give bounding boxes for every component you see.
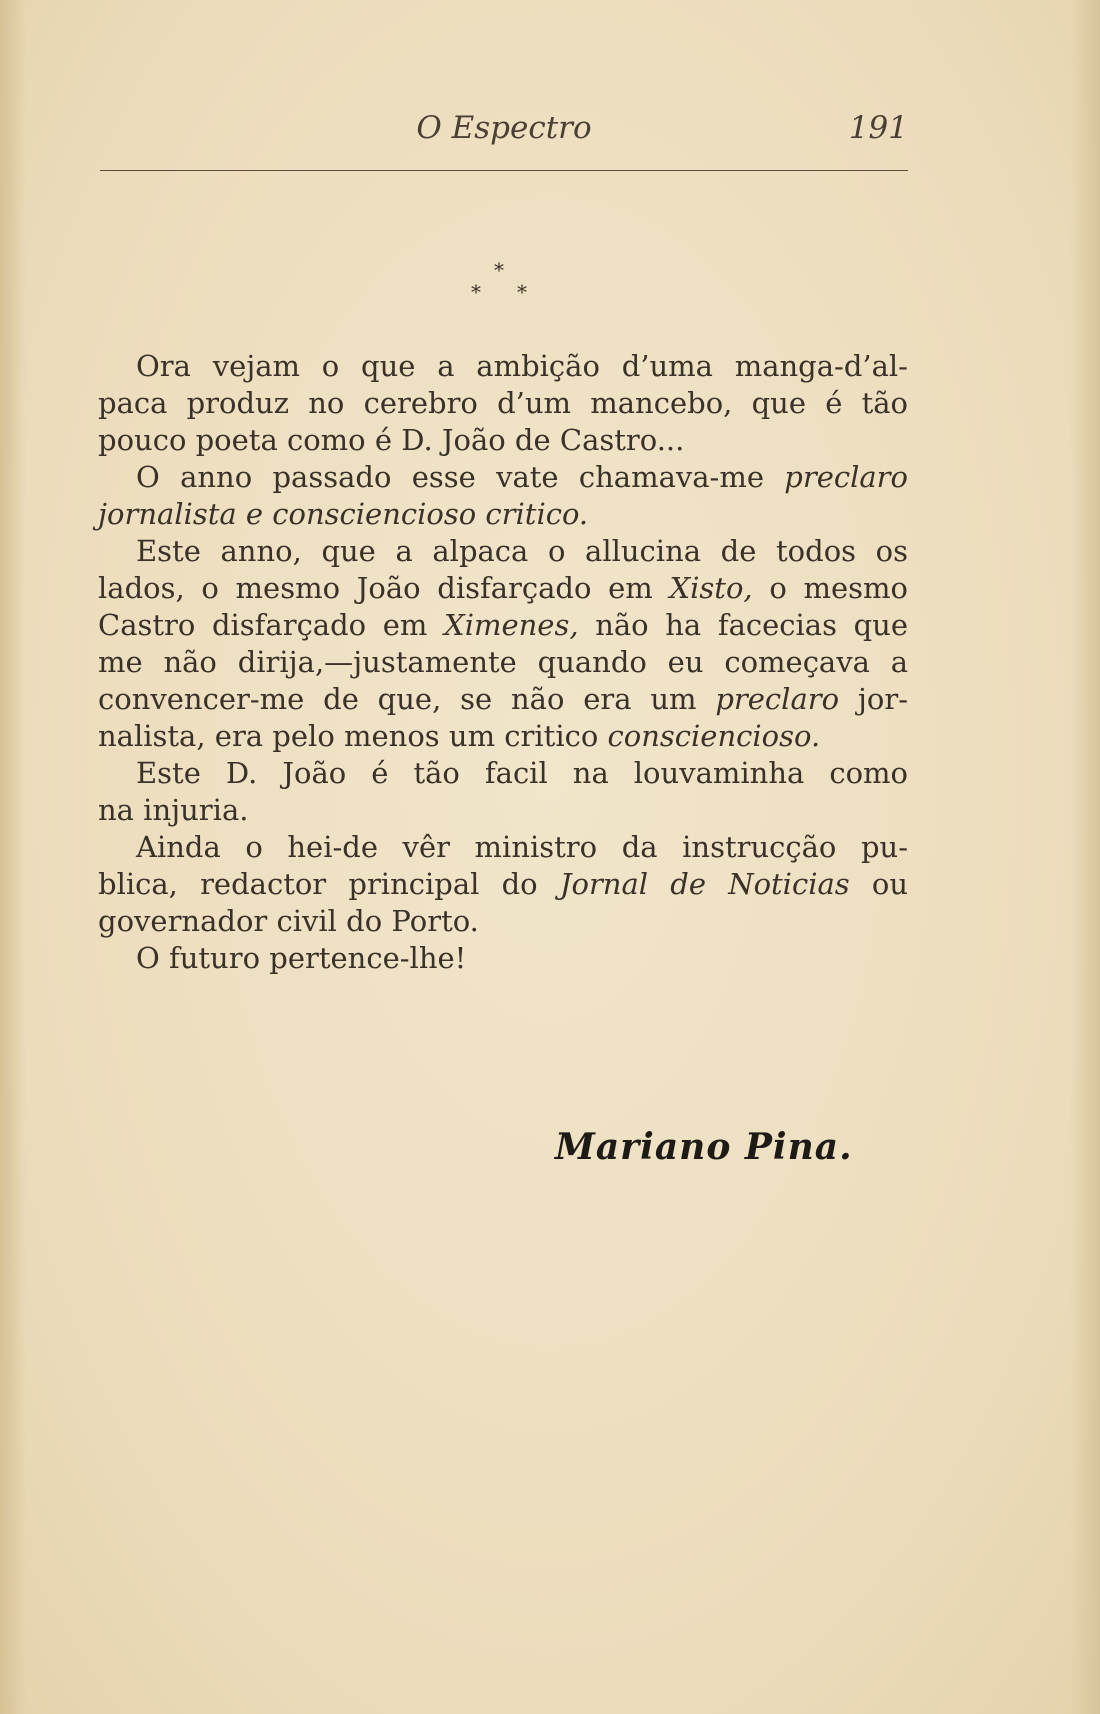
page-number: 191	[848, 110, 908, 146]
text-line: Este D. João é tão facil na louvaminha como	[136, 756, 908, 790]
text-line: me não dirija,—justamente quando eu começava a	[98, 645, 908, 679]
page-edge-right	[1070, 0, 1100, 1714]
asterism-ornament	[450, 258, 554, 308]
text-line: Castro disfarçado em Ximenes, não ha facecias que	[98, 608, 908, 642]
text-line: O futuro pertence-lhe!	[136, 941, 467, 975]
text-line: jornalista e consciencioso critico.	[98, 497, 589, 531]
text-line: Ainda o hei-de vêr ministro da instrucção pu-	[136, 830, 908, 864]
header-rule	[100, 170, 908, 171]
body-text	[98, 348, 908, 977]
text-line: Este anno, que a alpaca o allucina de todos os	[136, 534, 908, 568]
italic-term: preclaro	[715, 682, 840, 716]
italic-term: Xisto,	[669, 571, 753, 605]
author-signature: Mariano Pina.	[555, 1126, 853, 1168]
asterism-star: *	[471, 280, 481, 304]
text-line: Ora vejam o que a ambição d’uma manga-d’al-	[136, 349, 908, 383]
text-line: governador civil do Porto.	[98, 904, 479, 938]
page-header	[100, 110, 908, 154]
asterism-star: *	[494, 258, 504, 282]
page-edge-left	[0, 0, 26, 1714]
italic-term: Ximenes,	[444, 608, 579, 642]
text-line: pouco poeta como é D. João de Castro...	[98, 423, 685, 457]
running-title: O Espectro	[416, 110, 592, 146]
text-line: blica, redactor principal do Jornal de Noticias ou	[98, 867, 909, 901]
text-line: O anno passado esse vate chamava-me preclaro	[136, 460, 908, 494]
text-line: nalista, era pelo menos um critico consciencioso.	[98, 719, 821, 753]
text-line: paca produz no cerebro d’um mancebo, que é tão	[98, 386, 908, 420]
italic-term: preclaro	[784, 460, 908, 494]
italic-term: Jornal de Noticias	[559, 867, 850, 901]
asterism-star: *	[517, 280, 527, 304]
text-line: convencer-me de que, se não era um preclaro jor-	[98, 682, 908, 716]
italic-term: consciencioso.	[607, 719, 821, 753]
text-line: lados, o mesmo João disfarçado em Xisto, o mesmo	[98, 571, 908, 605]
text-line: na injuria.	[98, 793, 249, 827]
